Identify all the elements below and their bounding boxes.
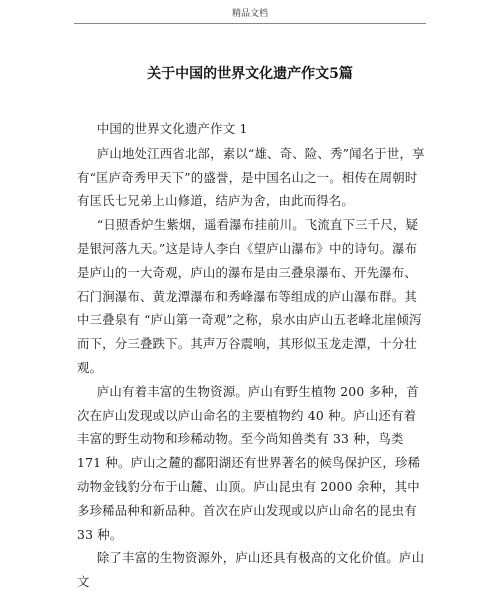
header-divider xyxy=(74,23,426,24)
paragraph: 庐山有着丰富的生物资源。庐山有野生植物 200 多种，首次在庐山发现或以庐山命名的主要植物约 40 种。庐山还有着丰富的野生动物和珍稀动物。至今尚知兽类有 33 种，鸟类 171 种。庐山之麓的鄱阳湖还有世界著名的候鸟保护区，珍稀动物金钱豹分布于山麓、山顶。庐山昆虫有 2000 余种，其中多珍稀品种和新品种。首次在庐山发现或以庐山命名的昆虫有 33 种。 xyxy=(77,383,421,542)
paragraph: 除了丰富的生物资源外，庐山还具有极高的文化价值。庐山文 xyxy=(77,550,425,590)
document-title: 关于中国的世界文化遗产作文5篇 xyxy=(147,66,353,82)
page-header: 精品文档 xyxy=(231,9,268,19)
paragraph: “日照香炉生紫烟，遥看瀑布挂前川。飞流直下三千尺，疑是银河落九天。”这是诗人李白《望庐山瀑布》中的诗句。瀑布是庐山的一大奇观，庐山的瀑布是由三叠泉瀑布、开先瀑布、石门涧瀑布、黄龙潭瀑布和秀峰瀑布等组成的庐山瀑布群。其中三叠泉有 “庐山第一奇观”之称，泉水由庐山五老峰北崖倾泻而下，分三叠跌下。其声万谷震响，其形似玉龙走潭，十分壮观。 xyxy=(77,217,422,375)
document-body xyxy=(77,117,427,594)
paragraph: 庐山地处江西省北部，素以“雄、奇、险、秀”闻名于世，享有“匡庐奇秀甲天下”的盛誉，是中国名山之一。相传在周朝时有匡氏七兄弟上山修道，结庐为舍，由此而得名。 xyxy=(77,145,425,209)
section-heading: 中国的世界文化遗产作文 1 xyxy=(96,121,248,136)
